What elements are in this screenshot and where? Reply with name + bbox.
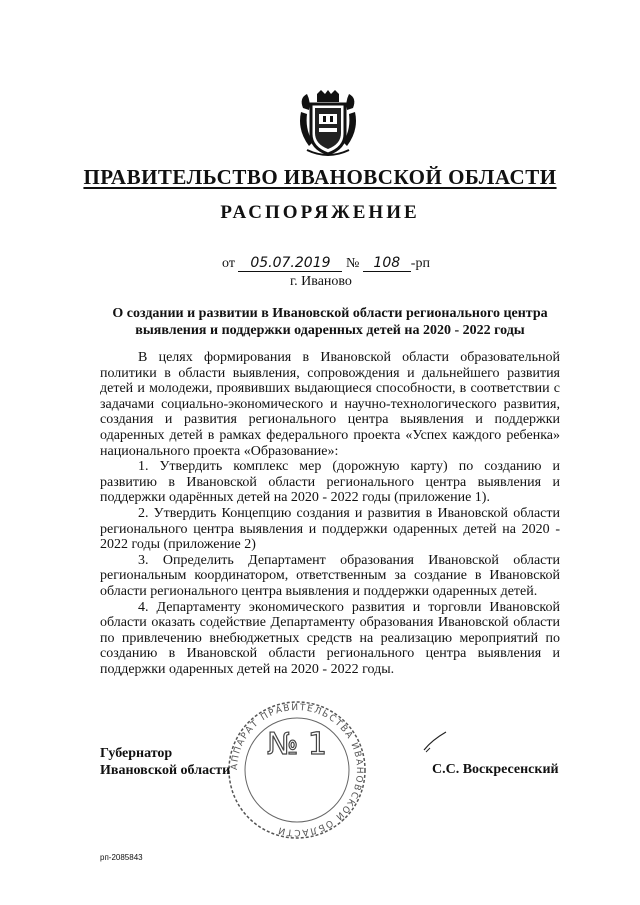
preamble-paragraph: В целях формирования в Ивановской области образовательной политики в области выявления, сопровождения и дальнейшего развития детей и молодежи, проявивших выдающиеся способности, в соответствии с задачами социально-экономического и научно-технологического развития, создания и развития регионального центра выявления и поддержки одаренных детей в рамках федерального проекта «Успех каждого ребенка» национального проекта «Образование»:	[100, 350, 560, 459]
svg-text:№ 1: № 1	[267, 727, 327, 762]
svg-text:АППАРАТ ПРАВИТЕЛЬСТВА ИВАНОВСК: АППАРАТ ПРАВИТЕЛЬСТВА ИВАНОВСКОЙ ОБЛАСТИ	[229, 702, 365, 838]
subject-line-2: выявления и поддержки одаренных детей на 2020 - 2022 годы	[135, 323, 525, 338]
signature-mark	[420, 730, 450, 754]
number-sign: №	[345, 256, 360, 271]
subject-line-1: О создании и развитии в Ивановской области регионального центра	[112, 306, 548, 321]
document-subject	[100, 305, 560, 339]
clause-1-paragraph: 1. Утвердить комплекс мер (дорожную карту) по созданию и развитию в Ивановской области регионального центра выявления и поддержки одарённых детей на 2020 - 2022 годы (приложение 1).	[100, 459, 560, 506]
clause-4-paragraph: 4. Департаменту экономического развития и торговли Ивановской области оказать содействие Департаменту образования Ивановской области по привлечению внебюджетных средств на реализацию мероприятий по созданию в Ивановской области регионального центра выявления и поддержки одаренных детей на 2020 - 2022 годы.	[100, 599, 560, 677]
handwritten-date: 05.07.2019	[238, 255, 342, 272]
coat-of-arms-emblem	[297, 90, 359, 160]
handwritten-number: 108	[363, 255, 411, 272]
date-prefix: от	[222, 256, 235, 271]
signatory-position-line-1: Губернатор	[100, 746, 173, 761]
document-code: рп-2085843	[100, 853, 143, 862]
number-suffix: -рп	[410, 256, 430, 271]
signatory-position	[100, 745, 230, 779]
signatory-position-line-2: Ивановской области	[100, 763, 231, 778]
clause-2-paragraph: 2. Утвердить Концепцию создания и развития в Ивановской области регионального центра выявления и поддержки одаренных детей на 2020 - 2022 годы (приложение 2)	[100, 505, 560, 553]
clause-3-paragraph: 3. Определить Департамент образования Ивановской области региональным координатором, ответственным за создание в Ивановской области регионального центра выявления и поддержки одаренных детей.	[100, 552, 560, 599]
document-type-heading: РАСПОРЯЖЕНИЕ	[220, 202, 420, 223]
document-date-number-line	[222, 255, 430, 272]
signatory-name: С.С. Воскресенский	[432, 762, 559, 777]
organization-title: ПРАВИТЕЛЬСТВО ИВАНОВСКОЙ ОБЛАСТИ	[83, 165, 557, 189]
city-line: г. Иваново	[290, 274, 352, 289]
official-stamp-seal	[222, 700, 372, 840]
document-body	[100, 350, 560, 677]
